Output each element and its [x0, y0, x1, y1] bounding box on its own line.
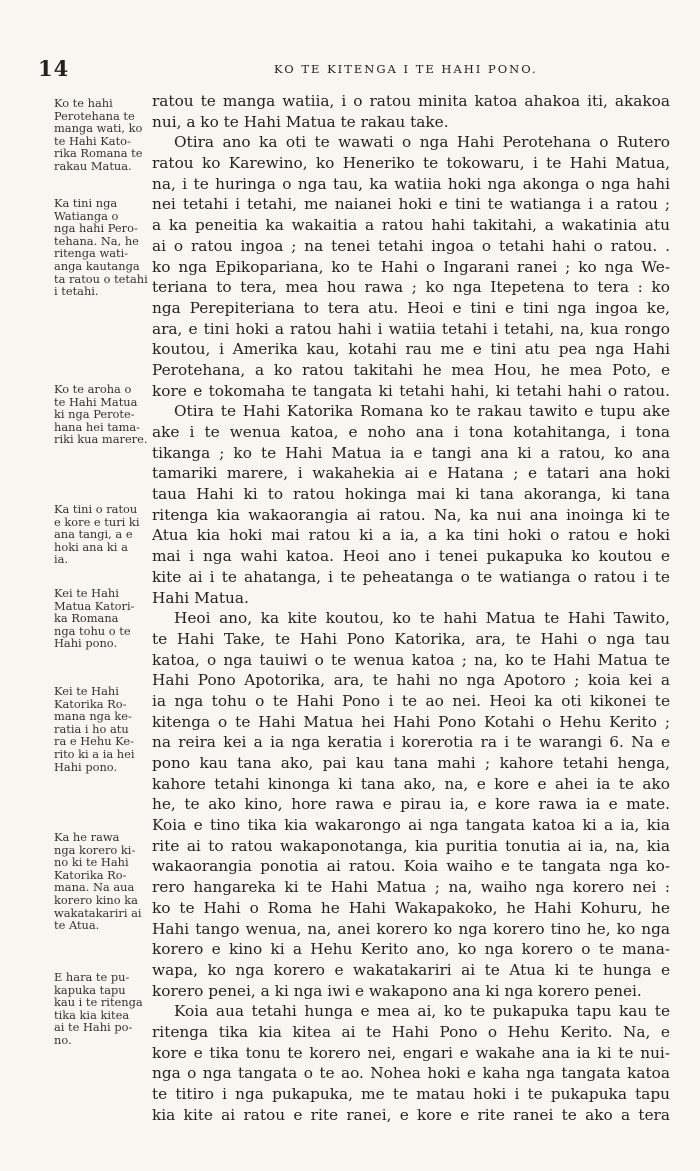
text-line: nui, a ko te Hahi Matua te rakau take.	[152, 112, 449, 131]
text-line: korero penei, a ki nga iwi e wakapono ana ki nga korero penei.	[152, 981, 642, 1000]
page-number: 14	[38, 56, 70, 81]
text-line: mai i nga wahi katoa. Heoi ano i tenei pukapuka ko koutou e	[152, 547, 670, 566]
text-line: na reira kei a ia nga keratia i korerotia ra i te warangi 6. Na e	[152, 733, 670, 752]
text-line: Perotehana, a ko ratou takitahi he mea Hou, he mea Poto, e	[152, 360, 670, 379]
text-line: kore e tika tonu te korero nei, engari e wakahe ana ia ki te nui-	[152, 1043, 670, 1062]
text-line: rite ai to ratou wakaponotanga, kia puritia tonutia ai ia, na, kia	[152, 836, 670, 855]
text-line: kitenga o te Hahi Matua hei Hahi Pono Kotahi o Hehu Kerito ;	[152, 712, 670, 731]
text-line: nei tetahi i tetahi, me naianei hoki e tini te watianga i a ratou ;	[152, 195, 670, 214]
text-line: wapa, ko nga korero e wakatakariri ai te Atua ki te hunga e	[152, 960, 670, 979]
text-line: korero e kino ki a Hehu Kerito ano, ko nga korero o te mana-	[152, 940, 670, 959]
text-line: Otira te Hahi Katorika Romana ko te rakau tawito e tupu ake	[174, 402, 670, 421]
text-line: tamariki marere, i wakahekia ai e Hatana ; e tatari ana hoki	[152, 464, 670, 483]
text-line: taua Hahi ki to ratou hokinga mai ki tana akoranga, ki tana	[152, 485, 670, 504]
text-line: a ka peneitia ka wakaitia a ratou hahi takitahi, a wakatinia atu	[152, 216, 670, 235]
margin-note: Ko te aroha o te Hahi Matua ki nga Perote- hana hei tama- riki kua marere.	[54, 382, 148, 447]
page-header	[0, 52, 700, 82]
margin-note: Ka he rawa nga korero ki- no ki te Hahi Katorika Ro- mana. Na aua korero kino ka wakatakariri ai te Atua.	[54, 830, 142, 933]
text-line: ratou ko Karewino, ko Heneriko te tokowaru, i te Hahi Matua,	[152, 154, 670, 173]
text-line: katoa, o nga tauiwi o te wenua katoa ; na, ko te Hahi Matua te	[152, 650, 670, 669]
text-line: rero hangareka ki te Hahi Matua ; na, waiho nga korero nei :	[152, 878, 670, 897]
margin-note: Ko te hahi Perotehana te manga wati, ko te Hahi Kato- rika Romana te rakau Matua.	[54, 96, 143, 173]
text-line: kore e tokomaha te tangata ki tetahi hahi, ki tetahi hahi o ratou.	[152, 381, 670, 400]
text-line: nga o nga tangata o te ao. Nohea hoki e kaha nga tangata katoa	[152, 1064, 670, 1083]
text-line: Hahi Matua.	[152, 588, 249, 607]
text-line: ritenga kia wakaorangia ai ratou. Na, ka nui ana inoinga ki te	[152, 505, 670, 524]
text-line: teriana to tera, mea hou rawa ; ko nga Itepetena to tera : ko	[152, 278, 670, 297]
text-line: wakaorangia ponotia ai ratou. Koia waiho e te tangata nga ko-	[152, 857, 670, 876]
text-line: Heoi ano, ka kite koutou, ko te hahi Matua te Hahi Tawito,	[174, 609, 670, 628]
text-line: ia nga tohu o te Hahi Pono i te ao nei. Heoi ka oti kikonei te	[152, 691, 670, 710]
margin-note: E hara te pu- kapuka tapu kau i te ritenga tika kia kitea ai te Hahi po- no.	[54, 970, 143, 1047]
running-title: KO TE KITENGA I TE HAHI PONO.	[274, 62, 538, 76]
text-line: Koia aua tetahi hunga e mea ai, ko te pukapuka tapu kau te	[174, 1002, 670, 1021]
text-line: Hahi Pono Apotorika, ara, te hahi no nga Apotoro ; koia kei a	[152, 671, 670, 690]
text-line: pono kau tana ako, pai kau tana mahi ; kahore tetahi henga,	[152, 754, 670, 772]
text-line: ratou te manga watiia, i o ratou minita katoa ahakoa iti, akakoa	[152, 92, 670, 110]
text-line: kahore tetahi kinonga ki tana ako, na, e kore e ahei ia te ako	[152, 774, 670, 793]
text-line: Atua kia hoki mai ratou ki a ia, a ka tini hoki o ratou e hoki	[152, 526, 670, 545]
text-line: ai o ratou ingoa ; na tenei tetahi ingoa o tetahi hahi o ratou. .	[152, 236, 670, 255]
text-line: Otira ano ka oti te wawati o nga Hahi Perotehana o Rutero	[174, 133, 670, 152]
body-text	[152, 91, 670, 1125]
margin-note: Ka tini nga Watianga o nga hahi Pero- tehana. Na, he ritenga wati- anga kautanga ta ratou o tetahi i tetahi.	[54, 196, 148, 299]
text-line: te titiro i nga pukapuka, me te matau hoki i te pukapuka tapu	[152, 1085, 670, 1103]
text-line: kite ai i te ahatanga, i te peheatanga o te watianga o ratou i te	[152, 567, 670, 586]
text-line: ritenga tika kia kitea ai te Hahi Pono o Hehu Kerito. Na, e	[152, 1022, 670, 1041]
margin-note: Kei te Hahi Matua Katori- ka Romana nga tohu o te Hahi pono.	[54, 586, 135, 651]
text-line: he, te ako kino, hore rawa e pirau ia, e kore rawa ia e mate.	[152, 795, 670, 814]
text-line: ko nga Epikopariana, ko te Hahi o Ingarani ranei ; ko nga We-	[152, 257, 670, 276]
text-line: kia kite ai ratou e rite ranei, e kore e rite ranei te ako a tera	[152, 1105, 670, 1124]
text-line: ara, e tini hoki a ratou hahi i watiia tetahi i tetahi, na, kua rongo	[152, 319, 670, 338]
margin-note: Ka tini o ratou e kore e turi ki ana tangi, a e hoki ana ki a ia.	[54, 502, 140, 567]
text-line: nga Perepiteriana to tera atu. Heoi e tini e tini nga ingoa ke,	[152, 298, 670, 317]
text-line: te Hahi Take, te Hahi Pono Katorika, ara, te Hahi o nga tau	[152, 629, 670, 648]
text-line: ko te Hahi o Roma he Hahi Wakapakoko, he Hahi Kohuru, he	[152, 898, 670, 917]
text-line: Koia e tino tika kia wakarongo ai nga tangata katoa ki a ia, kia	[152, 816, 670, 835]
text-line: Hahi tango wenua, na, anei korero ko nga korero tino he, ko nga	[152, 919, 670, 938]
text-line: tikanga ; ko te Hahi Matua ia e tangi ana ki a ratou, ko ana	[152, 443, 670, 462]
text-line: ake i te wenua katoa, e noho ana i tona kotahitanga, i tona	[152, 423, 670, 441]
text-line: koutou, i Amerika kau, kotahi rau me e tini atu pea nga Hahi	[152, 340, 670, 359]
text-line: na, i te huringa o nga tau, ka watiia hoki nga akonga o nga hahi	[152, 174, 670, 193]
margin-note: Kei te Hahi Katorika Ro- mana nga ke- ratia i ho atu ra e Hehu Ke- rito ki a ia hei Hahi pono.	[54, 684, 135, 774]
